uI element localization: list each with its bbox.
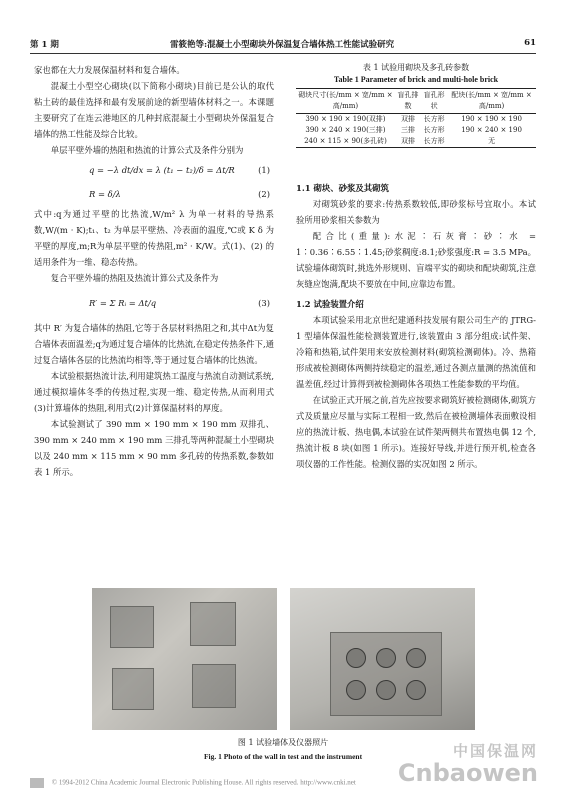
fan-icon bbox=[346, 648, 366, 668]
table-header-row bbox=[296, 89, 536, 114]
table-cell: 长方形 bbox=[423, 126, 445, 134]
heat-flux-plate bbox=[110, 606, 154, 648]
table-cell: 240 × 115 × 90(多孔砖) bbox=[304, 137, 387, 145]
heat-flux-plate bbox=[192, 664, 236, 708]
header-rule bbox=[30, 53, 536, 54]
running-title: 雷筱艳等:混凝土小型砌块外保温复合墙体热工性能试验研究 bbox=[170, 40, 395, 50]
equation-number: (2) bbox=[258, 189, 270, 199]
table-header-cell: 砌块尺寸(长/mm × 宽/mm × 高/mm) bbox=[298, 91, 393, 110]
page-header bbox=[30, 38, 536, 52]
figure-caption-en: Fig. 1 Photo of the wall in test and the instrument bbox=[203, 752, 363, 761]
paragraph: 配合比(重量):水泥∶石灰膏∶砂∶水 = 1∶0.36∶6.55∶1.45;砂浆稠度:8.1;砂浆强度:R = 3.5 MPa。试验墙体砌筑时,挑选外形规则、盲端平实的砌块和配块砌筑,注意灰缝应饱满,配块不要放在中间,应靠边布置。 bbox=[296, 231, 536, 289]
equation-number: (1) bbox=[258, 165, 270, 175]
watermark-cn: 中国保温网 bbox=[452, 742, 538, 760]
equation-body: R = δ/λ bbox=[89, 189, 121, 199]
fan-icon bbox=[406, 648, 426, 668]
table-header-cell: 配块(长/mm × 宽/mm × 高/mm) bbox=[451, 91, 532, 110]
equation-2 bbox=[34, 182, 274, 206]
copyright-text: © 1994-2012 China Academic Journal Electronic Publishing House. All rights reserved. http://www.cnki.net bbox=[51, 778, 356, 787]
table-cell: 190 × 240 × 190 bbox=[461, 126, 522, 134]
table-caption-cn: 表 1 试验用砌块及多孔砖参数 bbox=[362, 63, 470, 72]
watermark-en: Cnbaowen bbox=[397, 759, 538, 787]
table-row bbox=[296, 136, 536, 148]
section-heading: 1.1 砌块、砂浆及其砌筑 bbox=[296, 183, 389, 193]
wall-test-photo bbox=[92, 588, 277, 730]
table-cell: 双排 bbox=[400, 137, 415, 145]
table-cell: 190 × 190 × 190 bbox=[461, 115, 522, 123]
table-caption-en: Table 1 Parameter of brick and multi-hole brick bbox=[333, 75, 499, 84]
heat-flux-plate bbox=[190, 602, 236, 646]
table-cell: 长方形 bbox=[423, 115, 445, 123]
table-cell: 三排 bbox=[400, 126, 415, 134]
figure-caption-cn: 图 1 试验墙体及仪器照片 bbox=[237, 738, 329, 747]
paragraph: 式中:q为通过平壁的比热流,W/m² λ 为单一材料的导热系数,W/(m · K);t₁、t₂ 为单层平壁热、冷表面的温度,℃或 K δ 为平壁的厚度,m;R为单层平壁的传热阻,m² · K/W。式(1)、(2) 的适用条件为一维、稳态传热。 bbox=[34, 209, 274, 267]
left-column bbox=[34, 62, 274, 480]
paragraph: 本试验根据热流计法,利用建筑热工温度与热流自动测试系统,通过模拟墙体冬季的传热过程,实现一维、稳定传热,从而利用式(3)计算墙体的热阻,利用式(2)计算保温材料的厚度。 bbox=[34, 371, 274, 413]
cold-box-panel bbox=[330, 632, 442, 716]
paragraph: 对砌筑砂浆的要求:传热系数较低,即砂浆标号宜取小。本试验所用砂浆相关参数为 bbox=[296, 199, 536, 225]
paragraph: 家也都在大力发展保温材料和复合墙体。 bbox=[34, 65, 185, 75]
equation-number: (3) bbox=[258, 298, 270, 308]
equation-body: R′ = Σ Rᵢ = Δt/q bbox=[89, 298, 157, 308]
table-cell: 长方形 bbox=[423, 137, 445, 145]
paragraph: 混凝土小型空心砌块(以下简称小砌块)目前已是公认的取代粘土砖的最佳选择和最有发展前途的新型墙体材料之一。本课题主要研究了在连云港地区的几种封底混凝土小型砌块外保温复合墙体的热工性能及综合比较。 bbox=[34, 81, 274, 139]
table-cell: 双排 bbox=[400, 115, 415, 123]
equation-3 bbox=[34, 286, 274, 320]
instrument-photo bbox=[290, 588, 475, 730]
paragraph: 在试验正式开展之前,首先应按要求砌筑好被检测砌体,砌筑方式及质量应尽量与实际工程相一致,然后在被检测墙体表面敷设相应的热流计板、热电偶,本试验在试件架两侧共布置热电偶 12 个,热流计板 8 块(如图 1 所示)。连接好导线,并进行预开机,检查各项仪器的工作性能。检测仪器的实况如图 2 所示。 bbox=[296, 395, 536, 469]
table-row bbox=[296, 114, 536, 126]
table-cell: 390 × 240 × 190(三排) bbox=[305, 126, 386, 134]
table-row bbox=[296, 125, 536, 136]
paragraph: 单层平壁外墙的热阻和热流的计算公式及条件分别为 bbox=[50, 145, 244, 155]
right-column bbox=[296, 62, 536, 472]
fan-icon bbox=[376, 680, 396, 700]
fan-icon bbox=[346, 680, 366, 700]
figure-1 bbox=[92, 588, 472, 738]
issue-number: 第 1 期 bbox=[30, 40, 59, 50]
paragraph: 本试验测试了 390 mm × 190 mm × 190 mm 双排孔、390 mm × 240 mm × 190 mm 三排孔等两种混凝土小型砌块以及 240 mm × 115 mm × 90 mm 多孔砖的传热系数,参数如表 1 所示。 bbox=[34, 419, 274, 477]
table-cell: 无 bbox=[488, 137, 496, 145]
paragraph: 本项试验采用北京世纪建通科技发展有限公司生产的 JTRG-1 型墙体保温性能检测装置进行,该装置由 3 部分组成:试件架、冷箱和热箱,试件架用来安放检测材料(砌筑检测砌体)。冷、热箱形成被检测砌体两侧持续稳定的温差,通过各测点量测的热流值和温差值,经过计算得到被检测砌体各项热工性能参数的平均值。 bbox=[296, 315, 536, 389]
paragraph: 其中 R′ 为复合墙体的热阻,它等于各层材料热阻之和,其中Δt为复合墙体表面温差;q为通过复合墙体的比热流,在稳定传热条件下,通过复合墙体各层的比热流均相等,等于通过复合墙体的比热流。 bbox=[34, 323, 274, 365]
equation-1 bbox=[34, 158, 274, 182]
table-header-cell: 盲孔排数 bbox=[397, 91, 419, 110]
equation-body: q = −λ dt/dx = λ (t₁ − t₂)/δ = Δt/R bbox=[89, 165, 235, 175]
paragraph: 复合平壁外墙的热阻及热流计算公式及条件为 bbox=[50, 273, 219, 283]
page-number: 61 bbox=[524, 38, 536, 48]
watermark bbox=[398, 740, 538, 785]
table-header-cell: 盲孔形状 bbox=[423, 91, 445, 110]
cnki-logo-icon bbox=[30, 778, 44, 788]
fan-icon bbox=[376, 648, 396, 668]
section-heading: 1.2 试验装置介绍 bbox=[296, 299, 364, 309]
table-cell: 390 × 190 × 190(双排) bbox=[305, 115, 386, 123]
parameter-table bbox=[296, 88, 536, 148]
heat-flux-plate bbox=[112, 668, 154, 710]
fan-icon bbox=[406, 680, 426, 700]
